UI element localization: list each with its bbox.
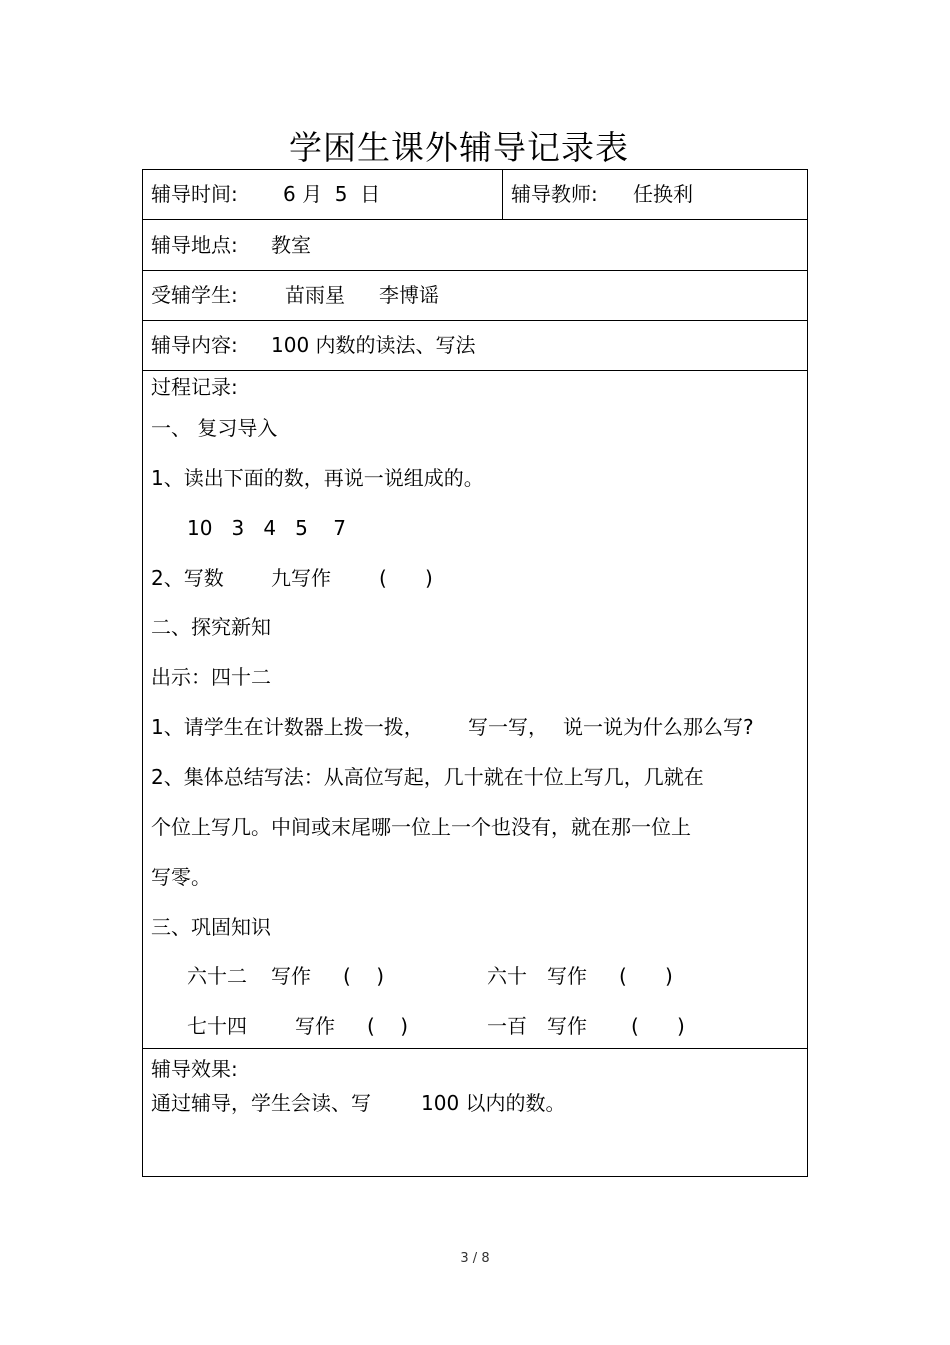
process-line: 出示：四十二	[151, 665, 271, 689]
row-divider	[143, 370, 807, 371]
exercise-write: 写作	[271, 964, 311, 988]
students-label: 受辅学生:	[151, 283, 238, 307]
process-line: 2、写数	[151, 566, 224, 590]
time-value: 6 月 5 日	[283, 182, 381, 206]
exercise-write: 写作	[547, 1014, 587, 1038]
process-line: 写零。	[151, 865, 211, 889]
row-divider	[143, 270, 807, 271]
effect-text: 通过辅导，学生会读、写	[151, 1091, 371, 1115]
content-label: 辅导内容:	[151, 333, 238, 357]
process-label: 过程记录:	[151, 375, 238, 399]
process-line: 1、读出下面的数，再说一说组成的。	[151, 466, 484, 490]
process-line: 个位上写几。中间或末尾哪一位上一个也没有，就在那一位上	[151, 815, 691, 839]
exercise-number: 六十	[487, 964, 527, 988]
process-line: 九写作	[271, 566, 331, 590]
section-heading: 一、 复习导入	[151, 416, 278, 440]
exercise-number: 一百	[487, 1014, 527, 1038]
section-heading: 三、巩固知识	[151, 915, 271, 939]
teacher-value: 任换利	[633, 182, 693, 206]
page-title: 学困生课外辅导记录表	[289, 128, 629, 167]
page-number: 3 / 8	[460, 1251, 490, 1266]
row-divider	[143, 320, 807, 321]
process-line: 写一写，	[468, 715, 548, 739]
effect-text: 100 以内的数。	[421, 1091, 566, 1115]
exercise-number: 六十二	[187, 964, 247, 988]
answer-blank: ( )	[631, 1014, 685, 1038]
student-name: 李博谣	[379, 283, 439, 307]
student-name: 苗雨星	[285, 283, 345, 307]
exercise-number: 七十四	[187, 1014, 247, 1038]
answer-blank: ( )	[343, 964, 385, 988]
row-divider	[143, 219, 807, 220]
answer-blank: ( )	[367, 1014, 409, 1038]
answer-blank: ( )	[619, 964, 673, 988]
process-line: 2、集体总结写法：从高位写起，几十就在十位上写几，几就在	[151, 765, 704, 789]
answer-blank: ( )	[379, 566, 433, 590]
exercise-write: 写作	[547, 964, 587, 988]
section-heading: 二、探究新知	[151, 615, 271, 639]
process-line: 1、请学生在计数器上拨一拨，	[151, 715, 424, 739]
process-line: 说一说为什么那么写?	[563, 715, 754, 739]
effect-label: 辅导效果:	[151, 1057, 238, 1081]
column-divider	[502, 170, 503, 219]
teacher-label: 辅导教师:	[511, 182, 598, 206]
number-list: 10 3 4 5 7	[187, 516, 346, 540]
record-table	[142, 169, 808, 1177]
place-label: 辅导地点:	[151, 233, 238, 257]
place-value: 教室	[271, 233, 311, 257]
exercise-write: 写作	[295, 1014, 335, 1038]
time-label: 辅导时间:	[151, 182, 238, 206]
content-value: 100 内数的读法、写法	[271, 333, 476, 357]
row-divider	[143, 1048, 807, 1049]
